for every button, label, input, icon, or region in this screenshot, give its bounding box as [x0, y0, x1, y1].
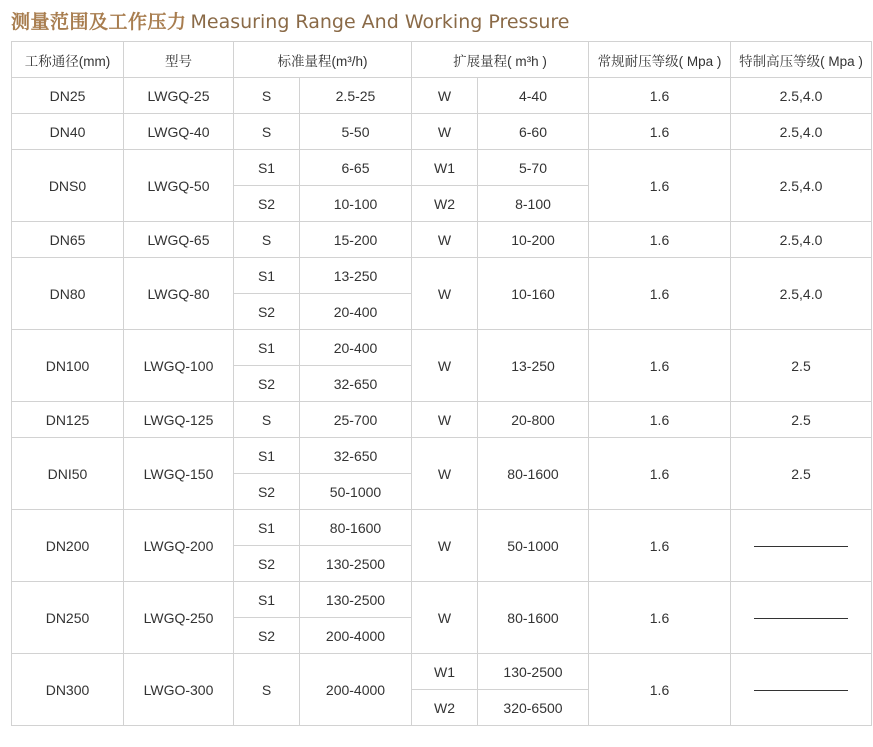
header-row [12, 42, 872, 78]
standard-range-cell: 200-4000 [300, 618, 412, 654]
table-row [12, 438, 872, 474]
extended-code-cell: W [412, 510, 478, 582]
standard-range-cell: 130-2500 [300, 546, 412, 582]
normal-pressure-cell: 1.6 [589, 114, 731, 150]
standard-range-cell: 32-650 [300, 438, 412, 474]
normal-pressure-cell: 1.6 [589, 150, 731, 222]
model-cell: LWGQ-200 [124, 510, 234, 582]
standard-range-cell: 20-400 [300, 294, 412, 330]
model-cell: LWGQ-100 [124, 330, 234, 402]
extended-code-cell: W [412, 582, 478, 654]
not-available-line [754, 618, 848, 619]
standard-range-cell: 80-1600 [300, 510, 412, 546]
model-cell: LWGQ-25 [124, 78, 234, 114]
title-english: Measuring Range And Working Pressure [190, 11, 570, 33]
not-available-line [754, 690, 848, 691]
nominal-diameter-cell: DN125 [12, 402, 124, 438]
high-pressure-cell: 2.5,4.0 [731, 222, 872, 258]
header-model: 型号 [124, 42, 234, 78]
model-cell: LWGO-300 [124, 654, 234, 726]
table-row [12, 222, 872, 258]
table-row [12, 654, 872, 690]
extended-code-cell: W2 [412, 690, 478, 726]
extended-code-cell: W [412, 438, 478, 510]
standard-code-cell: S [234, 222, 300, 258]
extended-range-cell: 6-60 [478, 114, 589, 150]
model-cell: LWGQ-40 [124, 114, 234, 150]
high-pressure-cell: 2.5,4.0 [731, 150, 872, 222]
standard-range-cell: 200-4000 [300, 654, 412, 726]
high-pressure-cell [731, 654, 872, 726]
model-cell: LWGQ-150 [124, 438, 234, 510]
nominal-diameter-cell: DN100 [12, 330, 124, 402]
standard-code-cell: S [234, 402, 300, 438]
standard-code-cell: S2 [234, 546, 300, 582]
not-available-line [754, 546, 848, 547]
extended-code-cell: W2 [412, 186, 478, 222]
extended-range-cell: 80-1600 [478, 438, 589, 510]
normal-pressure-cell: 1.6 [589, 438, 731, 510]
standard-range-cell: 50-1000 [300, 474, 412, 510]
high-pressure-cell: 2.5,4.0 [731, 258, 872, 330]
page-title [11, 9, 569, 35]
normal-pressure-cell: 1.6 [589, 510, 731, 582]
title-chinese: 测量范围及工作压力 [11, 11, 187, 33]
standard-range-cell: 32-650 [300, 366, 412, 402]
extended-code-cell: W1 [412, 654, 478, 690]
normal-pressure-cell: 1.6 [589, 330, 731, 402]
nominal-diameter-cell: DNI50 [12, 438, 124, 510]
table-row [12, 258, 872, 294]
extended-range-cell: 320-6500 [478, 690, 589, 726]
high-pressure-cell: 2.5,4.0 [731, 114, 872, 150]
extended-code-cell: W1 [412, 150, 478, 186]
standard-code-cell: S [234, 114, 300, 150]
nominal-diameter-cell: DN80 [12, 258, 124, 330]
standard-code-cell: S [234, 654, 300, 726]
standard-code-cell: S1 [234, 150, 300, 186]
standard-range-cell: 25-700 [300, 402, 412, 438]
standard-code-cell: S2 [234, 294, 300, 330]
model-cell: LWGQ-250 [124, 582, 234, 654]
extended-code-cell: W [412, 402, 478, 438]
model-cell: LWGQ-80 [124, 258, 234, 330]
nominal-diameter-cell: DN250 [12, 582, 124, 654]
model-cell: LWGQ-65 [124, 222, 234, 258]
nominal-diameter-cell: DN65 [12, 222, 124, 258]
model-cell: LWGQ-50 [124, 150, 234, 222]
nominal-diameter-cell: DN300 [12, 654, 124, 726]
standard-code-cell: S [234, 78, 300, 114]
model-cell: LWGQ-125 [124, 402, 234, 438]
extended-range-cell: 4-40 [478, 78, 589, 114]
header-standard-range: 标准量程(m³/h) [234, 42, 412, 78]
table-row [12, 150, 872, 186]
header-extended-range: 扩展量程( m³h ) [412, 42, 589, 78]
standard-range-cell: 20-400 [300, 330, 412, 366]
table-row [12, 114, 872, 150]
extended-range-cell: 8-100 [478, 186, 589, 222]
high-pressure-cell: 2.5 [731, 330, 872, 402]
header-high-pressure: 特制高压等级( Mpa ) [731, 42, 872, 78]
high-pressure-cell: 2.5,4.0 [731, 78, 872, 114]
extended-range-cell: 80-1600 [478, 582, 589, 654]
high-pressure-cell: 2.5 [731, 402, 872, 438]
extended-range-cell: 130-2500 [478, 654, 589, 690]
normal-pressure-cell: 1.6 [589, 258, 731, 330]
standard-range-cell: 130-2500 [300, 582, 412, 618]
extended-range-cell: 5-70 [478, 150, 589, 186]
high-pressure-cell [731, 510, 872, 582]
table-row [12, 510, 872, 546]
header-normal-pressure: 常规耐压等级( Mpa ) [589, 42, 731, 78]
extended-range-cell: 10-200 [478, 222, 589, 258]
nominal-diameter-cell: DN200 [12, 510, 124, 582]
table-row [12, 402, 872, 438]
standard-code-cell: S2 [234, 366, 300, 402]
extended-code-cell: W [412, 222, 478, 258]
normal-pressure-cell: 1.6 [589, 222, 731, 258]
extended-code-cell: W [412, 114, 478, 150]
standard-code-cell: S2 [234, 186, 300, 222]
high-pressure-cell [731, 582, 872, 654]
standard-range-cell: 13-250 [300, 258, 412, 294]
standard-range-cell: 6-65 [300, 150, 412, 186]
extended-range-cell: 50-1000 [478, 510, 589, 582]
extended-range-cell: 10-160 [478, 258, 589, 330]
extended-code-cell: W [412, 78, 478, 114]
extended-code-cell: W [412, 330, 478, 402]
standard-code-cell: S2 [234, 618, 300, 654]
standard-code-cell: S1 [234, 438, 300, 474]
standard-range-cell: 2.5-25 [300, 78, 412, 114]
extended-code-cell: W [412, 258, 478, 330]
normal-pressure-cell: 1.6 [589, 402, 731, 438]
extended-range-cell: 13-250 [478, 330, 589, 402]
table-row [12, 330, 872, 366]
table-row [12, 582, 872, 618]
standard-range-cell: 10-100 [300, 186, 412, 222]
standard-code-cell: S2 [234, 474, 300, 510]
standard-range-cell: 15-200 [300, 222, 412, 258]
standard-code-cell: S1 [234, 582, 300, 618]
header-nominal-diameter: 工称通径(mm) [12, 42, 124, 78]
normal-pressure-cell: 1.6 [589, 654, 731, 726]
nominal-diameter-cell: DN40 [12, 114, 124, 150]
nominal-diameter-cell: DN25 [12, 78, 124, 114]
high-pressure-cell: 2.5 [731, 438, 872, 510]
spec-table [11, 41, 872, 726]
standard-code-cell: S1 [234, 258, 300, 294]
table-row [12, 78, 872, 114]
normal-pressure-cell: 1.6 [589, 582, 731, 654]
normal-pressure-cell: 1.6 [589, 78, 731, 114]
nominal-diameter-cell: DNS0 [12, 150, 124, 222]
standard-code-cell: S1 [234, 510, 300, 546]
extended-range-cell: 20-800 [478, 402, 589, 438]
standard-code-cell: S1 [234, 330, 300, 366]
standard-range-cell: 5-50 [300, 114, 412, 150]
